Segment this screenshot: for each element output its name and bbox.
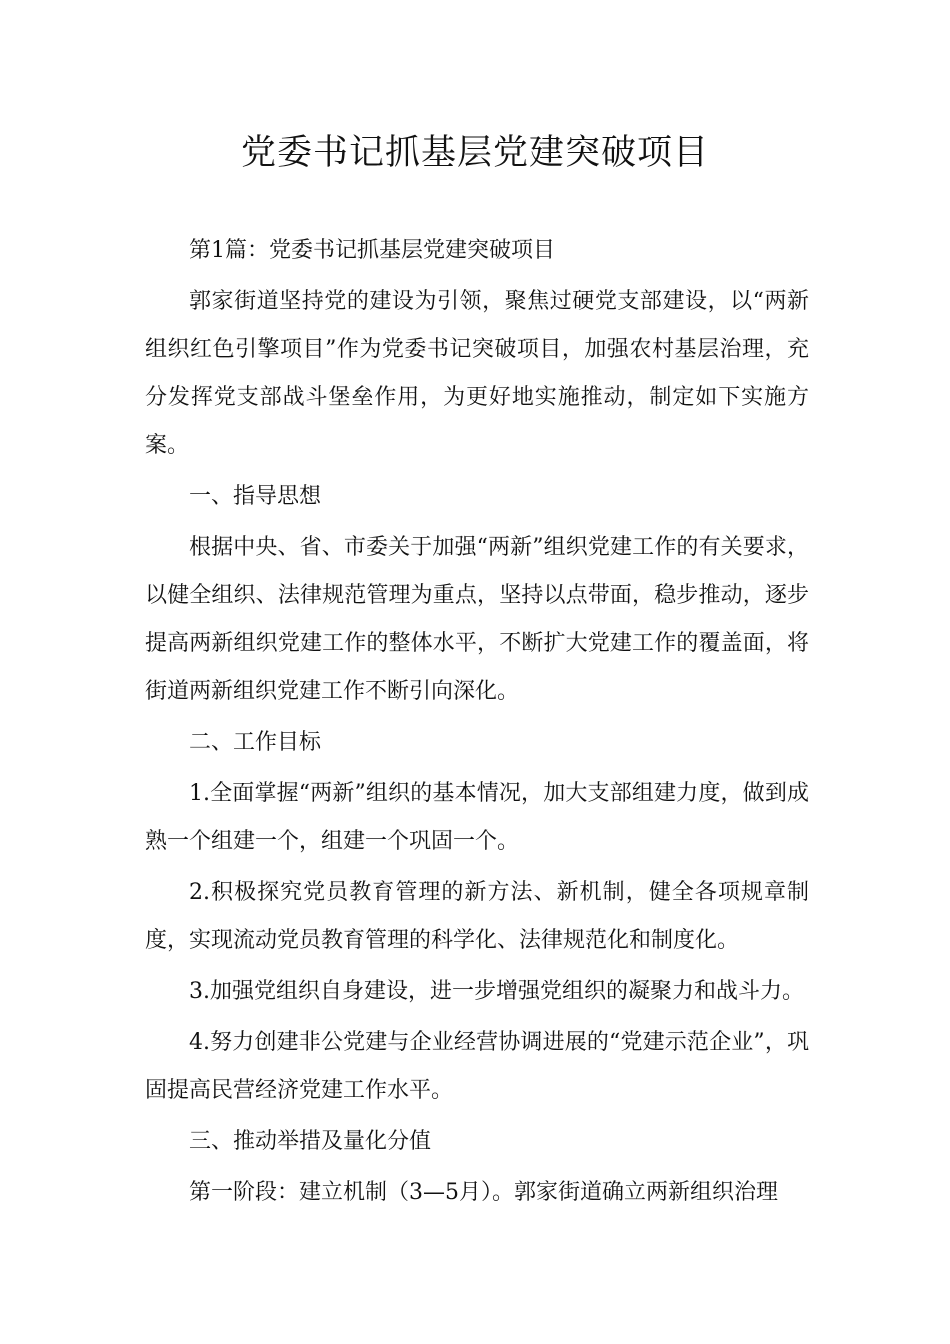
paragraph-phase-1: 第一阶段：建立机制（3—5月）。郭家街道确立两新组织治理: [189, 1180, 778, 1205]
document-title: 党委书记抓基层党建突破项目: [240, 133, 709, 173]
section-heading-measures: 三、推动举措及量化分值: [189, 1129, 432, 1154]
paragraph-guiding-thought: 根据中央、省、市委关于加强“两新”组织党建工作的有关要求，以健全组织、法律规范管理为重点，坚持以点带面，稳步推动，逐步提高两新组织党建工作的整体水平，不断扩大党建工作的覆盖面，将街道两新组织党建工作不断引向深化。: [145, 535, 809, 704]
paragraph-heading-article: 第1篇：党委书记抓基层党建突破项目: [189, 238, 555, 263]
paragraph-goal-2: 2.积极探究党员教育管理的新方法、新机制，健全各项规章制度，实现流动党员教育管理的科学化、法律规范化和制度化。: [145, 880, 809, 953]
paragraph-goal-3: 3.加强党组织自身建设，进一步增强党组织的凝聚力和战斗力。: [189, 979, 804, 1004]
paragraph-goal-4: 4.努力创建非公党建与企业经营协调进展的“党建示范企业”，巩固提高民营经济党建工作水平。: [145, 1030, 809, 1103]
section-heading-work-goals: 二、工作目标: [189, 730, 322, 755]
paragraph-intro: 郭家街道坚持党的建设为引领，聚焦过硬党支部建设，以“两新组织红色引擎项目”作为党委书记突破项目，加强农村基层治理，充分发挥党支部战斗堡垒作用，为更好地实施推动，制定如下实施方案。: [145, 289, 809, 458]
document-body: [145, 227, 809, 1220]
paragraph-goal-1: 1.全面掌握“两新”组织的基本情况，加大支部组建力度，做到成熟一个组建一个，组建一个巩固一个。: [145, 781, 809, 854]
section-heading-guiding-thought: 一、指导思想: [189, 484, 322, 509]
